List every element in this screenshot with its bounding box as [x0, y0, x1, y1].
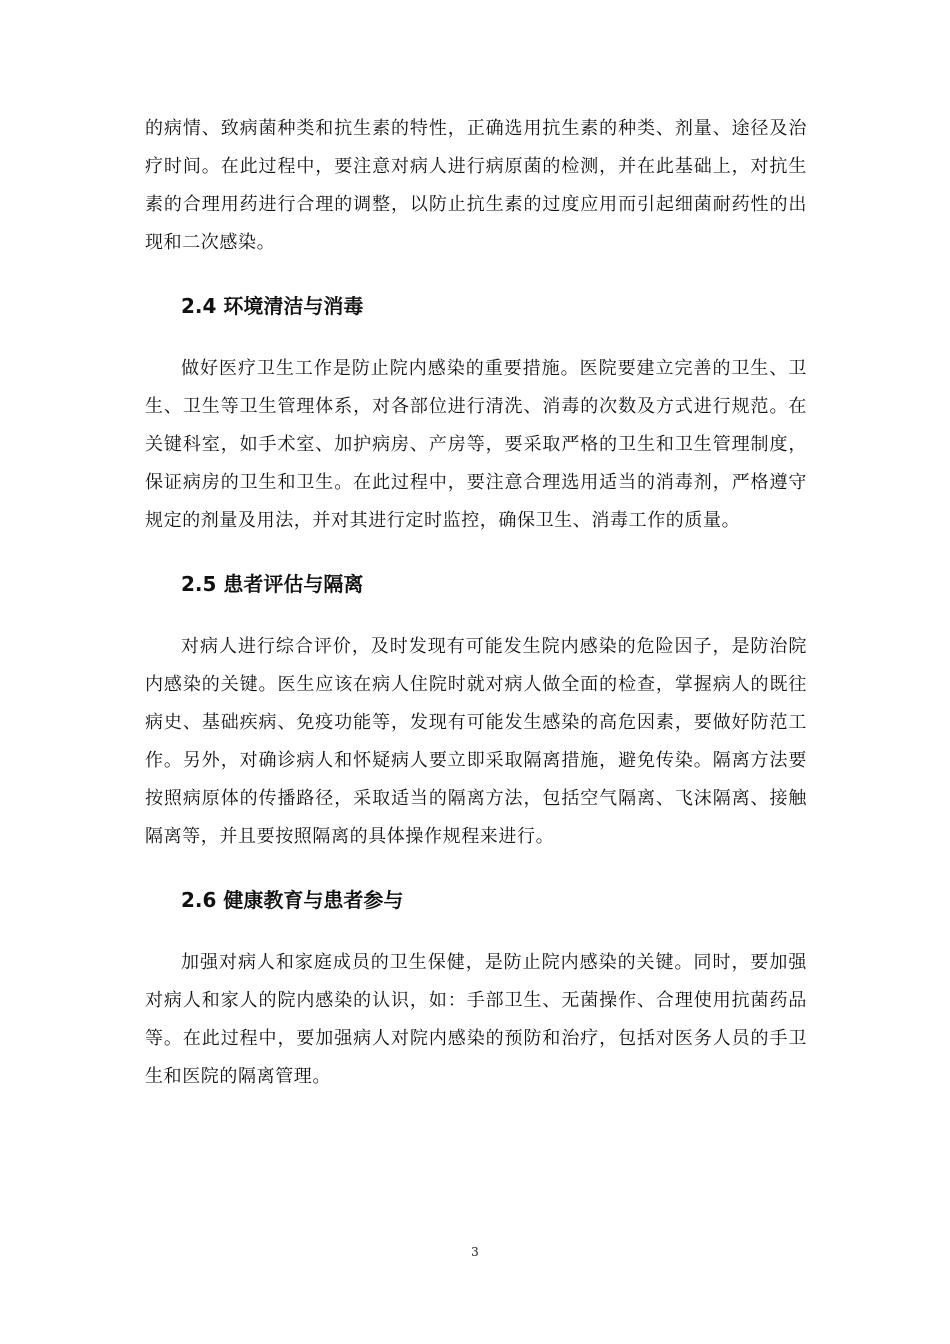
section-heading-2-5: 2.5 患者评估与隔离 [181, 572, 364, 596]
document-body [145, 110, 807, 1096]
section-paragraph-2-6: 加强对病人和家庭成员的卫生保健，是防止院内感染的关键。同时，要加强对病人和家人的院内感染的认识，如：手部卫生、无菌操作、合理使用抗菌药品等。在此过程中，要加强病人对院内感染的预防和治疗，包括对医务人员的手卫生和医院的隔离管理。 [145, 952, 807, 1087]
section-heading-2-4: 2.4 环境清洁与消毒 [181, 294, 364, 318]
section-paragraph-2-4: 做好医疗卫生工作是防止院内感染的重要措施。医院要建立完善的卫生、卫生、卫生等卫生管理体系，对各部位进行清洗、消毒的次数及方式进行规范。在关键科室，如手术室、加护病房、产房等，要采取严格的卫生和卫生管理制度，保证病房的卫生和卫生。在此过程中，要注意合理选用适当的消毒剂，严格遵守规定的剂量及用法，并对其进行定时监控，确保卫生、消毒工作的质量。 [145, 358, 807, 531]
section-paragraph-2-5: 对病人进行综合评价，及时发现有可能发生院内感染的危险因子，是防治院内感染的关键。医生应该在病人住院时就对病人做全面的检查，掌握病人的既往病史、基础疾病、免疫功能等，发现有可能发生感染的高危因素，要做好防范工作。另外，对确诊病人和怀疑病人要立即采取隔离措施，避免传染。隔离方法要按照病原体的传播路径，采取适当的隔离方法，包括空气隔离、飞沫隔离、接触隔离等，并且要按照隔离的具体操作规程来进行。 [145, 636, 807, 847]
intro-paragraph: 的病情、致病菌种类和抗生素的特性，正确选用抗生素的种类、剂量、途径及治疗时间。在此过程中，要注意对病人进行病原菌的检测，并在此基础上，对抗生素的合理用药进行合理的调整，以防止抗生素的过度应用而引起细菌耐药性的出现和二次感染。 [145, 118, 807, 253]
page-number: 3 [471, 1245, 479, 1259]
section-heading-2-6: 2.6 健康教育与患者参与 [181, 888, 404, 912]
